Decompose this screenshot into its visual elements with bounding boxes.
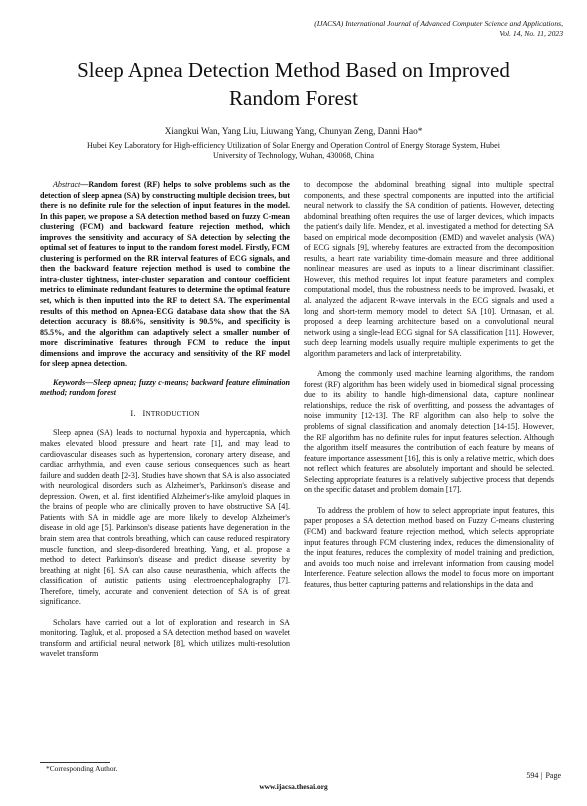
section-heading-introduction [40,409,290,420]
page-number [526,771,561,780]
right-paragraph-3: To address the problem of how to select appropriate input features, this paper proposes a SA detection method based on Fuzzy C-means clustering (FCM) and backward feature rejection method, which selects appropriate input features through FCM clustering index, reduces the dimensionality of the input features, reduces the complexity of model training and prediction, and avoids too much noise and irrelevant information from causing model Interference. Feature selection allows the model to focus more on important features, thus better capturing patterns and relationships in the data and [304,505,554,589]
footnote-rule [40,762,110,763]
affiliation [40,141,547,162]
running-head [314,19,563,39]
left-column [40,180,290,660]
right-paragraph-1: to decompose the abdominal breathing signal into multiple spectral components, and these spectral components are inputted into the artificial neural network to classify the SA condition of patients. However, detecting abdominal breathing often requires the use of larger devices, which impacts the patient's daily life. Mendez, et al. investigated a method for detecting SA based on empirical mode decomposition (EMD) and wavelet analysis (WA) of ECG signals [9], whereby features are extracted from the decomposition results, a heart rate variability time-domain measure and three additional nonlinear measures are used as inputs to a linear discriminant classifier. However, this method requires lot input feature parameters and complex computational model, thus the robustness needs to be improved. Iwasaki, et al. analyzed the adjacent R-wave intervals in the ECG signals and used a long and short-term memory model to detect SA [10]. Urtnasan, et al. proposed a deep learning architecture based on a convolutional neural network using a single-lead ECG signal for SA classification [11]. However, such deep learning models usually require multiple experiments to get the algorithm parameters and lack of interpretability. [304,180,554,358]
journal-url[interactable]: www.ijacsa.thesai.org [259,782,328,791]
section-title-rest: NTRODUCTION [145,409,200,418]
author-list: Xiangkui Wan, Yang Liu, Liuwang Yang, Chunyan Zeng, Danni Hao* [164,126,423,136]
abstract [40,180,290,370]
abstract-dash: — [80,180,89,189]
section-number: I. [130,408,136,418]
intro-paragraph-2: Scholars have carried out a lot of exploration and research in SA monitoring. Tagluk, et al. proposed a SA detection method based on wavelet transform and artificial neural network [8], which utilizes multi-resolution wavelet transform [40,617,290,659]
title-line-1: Sleep Apnea Detection Method Based on Improved [77,58,510,82]
footnote: *Corresponding Author. [46,764,118,773]
intro-paragraph-1: Sleep apnea (SA) leads to nocturnal hypoxia and hypercapnia, which makes elevated blood pressure and heart rate [1], and may lead to cardiovascular diseases such as hypertension, coronary artery disease, and cardiac arrhythmia, and even cause serious consequences such as heart failure and sudden death [2-3]. Studies have shown that SA is also associated with neurological disorders such as Alzheimer's, Parkinson's disease and depression. Owen, et al. first identified Alzheimer's-like amyloid plaques in the brains of people who are clinically proven to have obstructive SA [4]. Patients with SA in middle age are more likely to develop Alzheimer's disease in old age [5]. Parkinson's disease patients have degeneration in the brain stem area that controls breathing, which can cause reduced respiratory muscle function, and sleep-disordered breathing. Yang, et al. propose a method to detect Parkinson's disease and predict disease severity by breathing at night [6]. SA can also cause neurasthenia, which affects the classification of autistic patients using electroencephalography [7]. Therefore, timely, accurate and convenient detection of SA is of great significance. [40,428,290,607]
abstract-label: Abstract [53,180,81,189]
section-title-initial: I [142,408,146,418]
paper-title [30,56,557,112]
page-word: Page [545,771,561,780]
right-column [304,180,554,590]
affiliation-line-1: Hubei Key Laboratory for High-efficiency Utilization of Solar Energy and Operation Control of Energy Storage System, Hubei [87,141,500,150]
right-paragraph-2: Among the commonly used machine learning algorithms, the random forest (RF) algorithm has been widely used in biomedical signal processing due to its ability to handle high-dimensional data, capture nonlinear relationships, reduce the risk of overfitting, and possess the advantages of noise immunity [12-13]. The RF algorithm can also help to solve the problems of signal classification and anomaly detection [14-15]. However, the RF algorithm has no definite rules for input features selection. Although the algorithm itself measures the contribution of each feature by means of feature importance assessment [16], this is only a relative metric, which does not reflect which features are absolutely important and should be selected. Selecting appropriate features is a relatively subjective process that depends on the specific dataset and problem domain [17]. [304,369,554,495]
title-line-2: Random Forest [229,86,358,110]
volume-info: Vol. 14, No. 11, 2023 [499,29,563,38]
keywords: Keywords—Sleep apnea; fuzzy c-means; backward feature elimination method; random forest [40,377,290,398]
page-number-value: 594 [526,771,539,780]
journal-name: (IJACSA) International Journal of Advanced Computer Science and Applications, [314,19,563,28]
affiliation-line-2: University of Technology, Wuhan, 430068, China [212,151,375,161]
abstract-text: Random forest (RF) helps to solve problems such as the detection of sleep apnea (SA) by constructing multiple decision trees, but there is no definite rule for the selection of input features in the model. In this paper, we propose a SA detection method based on fuzzy C-mean clustering (FCM) and backward feature rejection method, which improves the sensitivity and accuracy of SA detection by selecting the optimal set of features to input to the random forest model. Firstly, FCM clustering is performed on the RR interval features of ECG signals, and then the backward feature rejection method is used to combine the intra-cluster tightness, inter-cluster separation and contour coefficient metrics to eliminate redundant features to determine the optimal feature set, which is then inputted into the RF to detect SA. The experimental results of this method on Apnea-ECG database data show that the SA detection accuracy is 88.6%, sensitivity is 90.5%, and specificity is 85.5%, and the algorithm can adaptively select a smaller number of more discriminative features through FCM to reduce the input dimensions and improve the accuracy and sensitivity of the RF model for sleep apnea detection. [40,180,290,369]
page-separator: | [538,771,546,780]
